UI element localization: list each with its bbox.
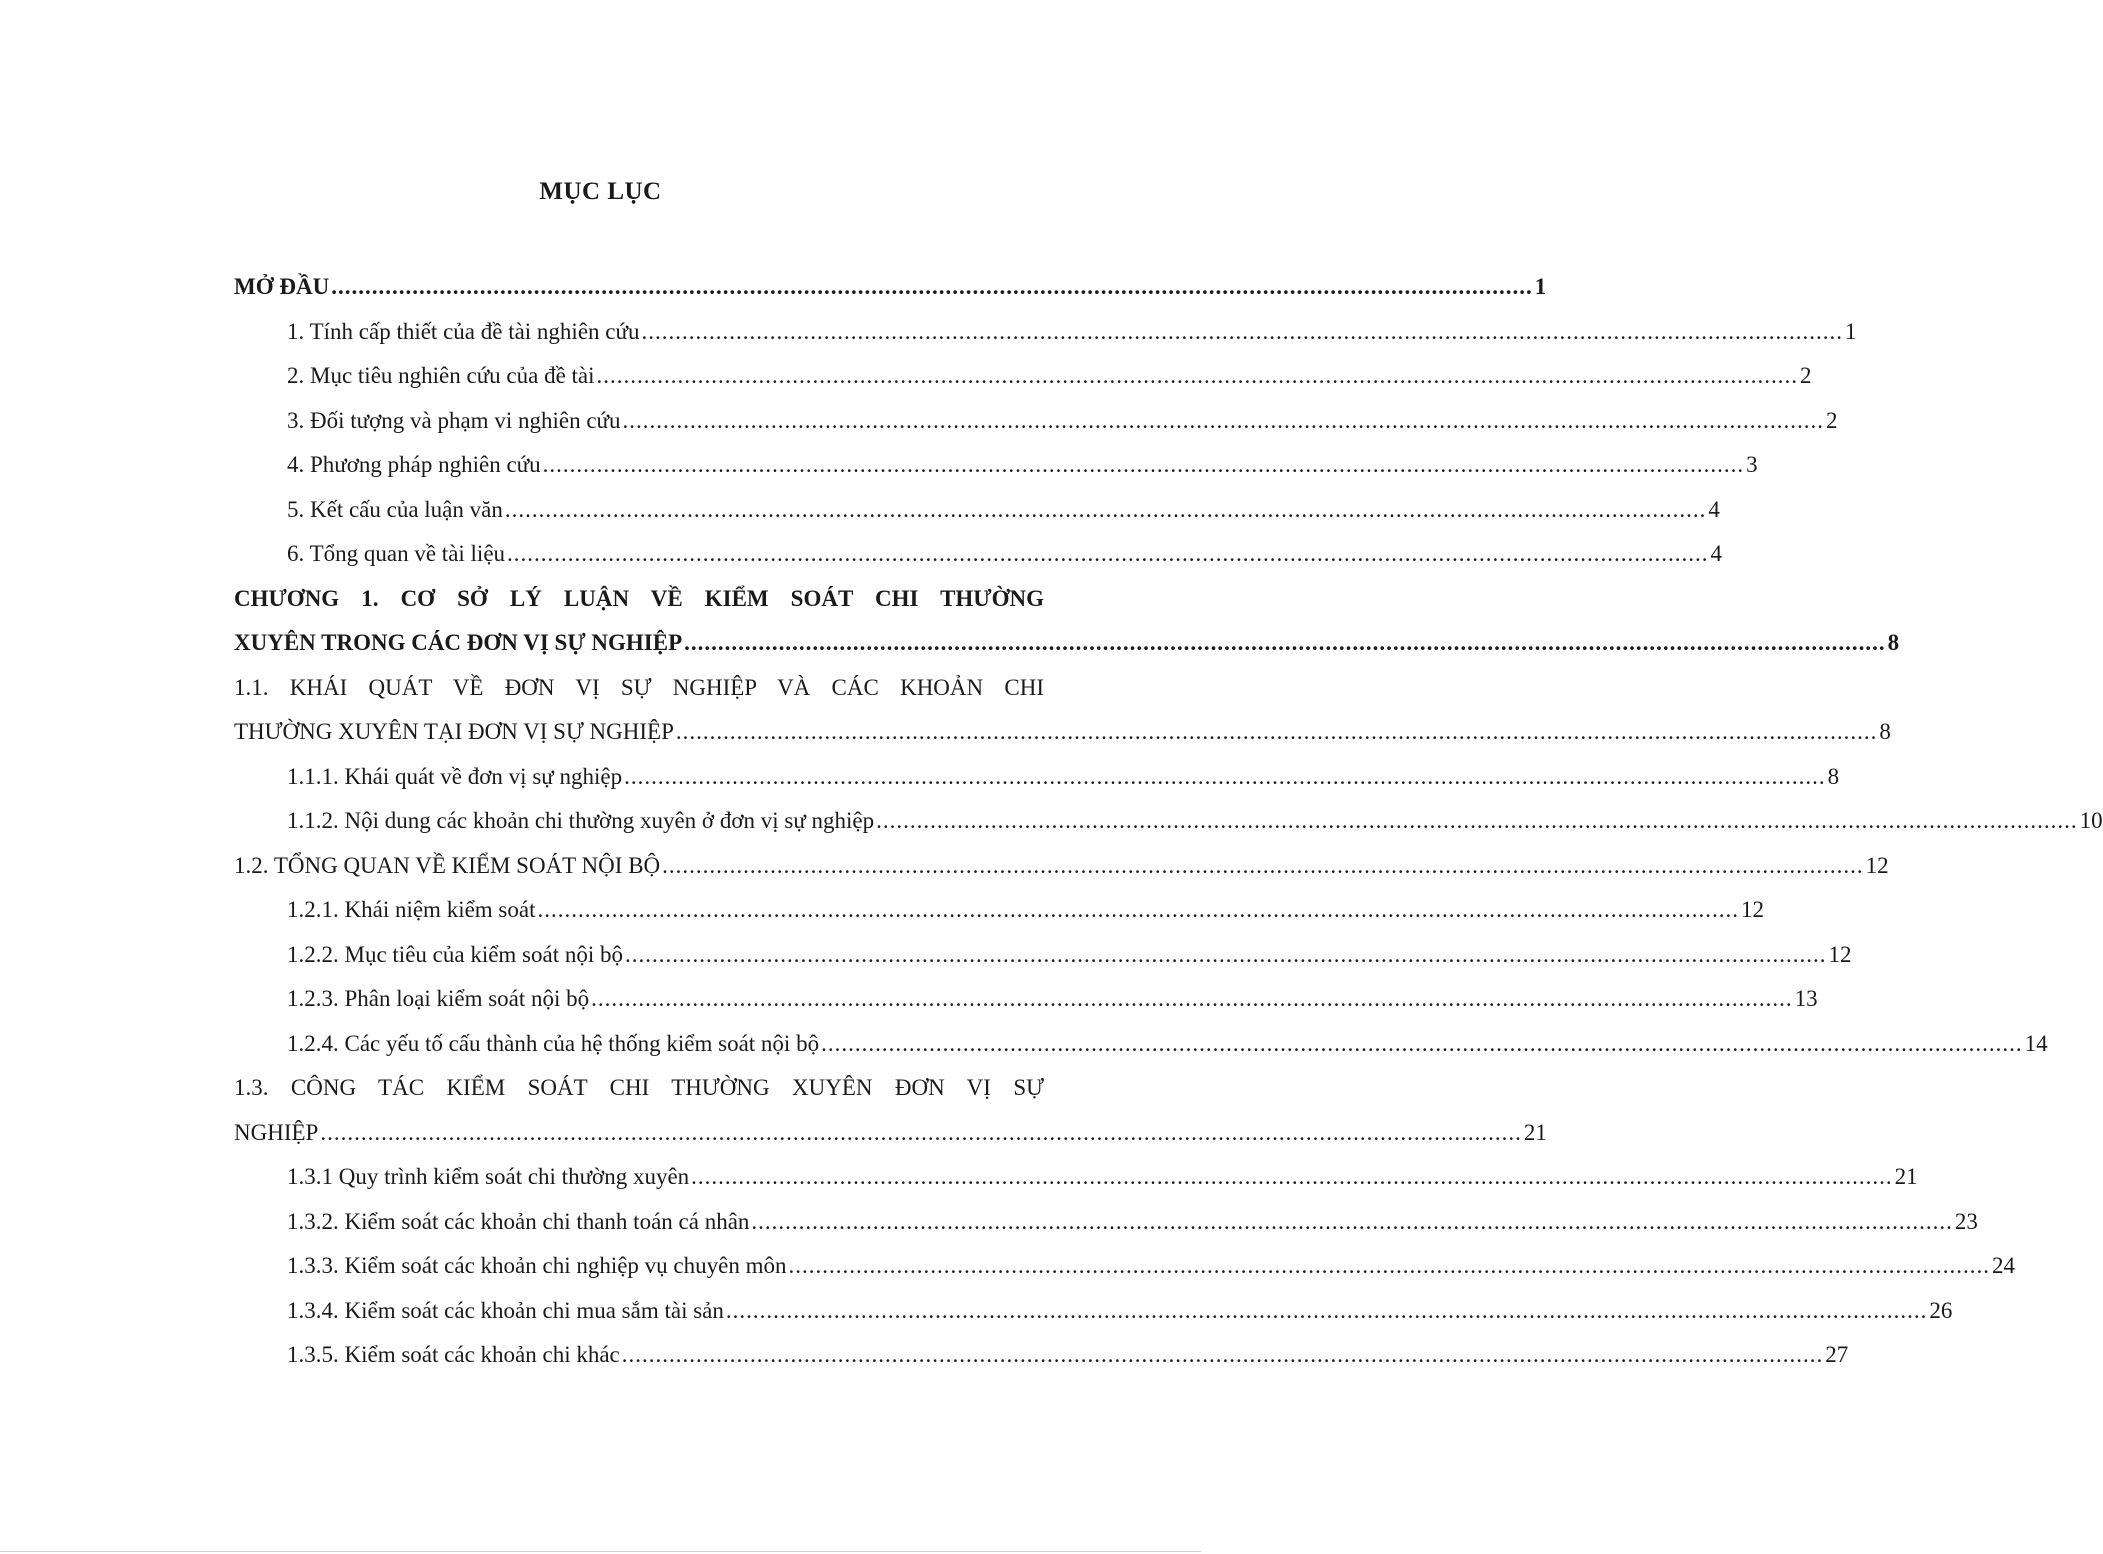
toc-entry-title-line xyxy=(234,1111,1547,1156)
toc-entry-title: 3. Đối tượng và phạm vi nghiên cứu xyxy=(287,407,621,433)
toc-page-number: 3 xyxy=(1746,452,1758,477)
toc-page-number: 1 xyxy=(1534,274,1547,299)
toc-entry-title: 1.2.2. Mục tiêu của kiểm soát nội bộ xyxy=(287,941,623,967)
toc-entry[interactable] xyxy=(234,1333,1849,1378)
toc-entry-title: 1.2.4. Các yếu tố cấu thành của hệ thống kiểm soát nội bộ xyxy=(287,1030,820,1056)
toc-entry-title: 1. Tính cấp thiết của đề tài nghiên cứu xyxy=(287,318,640,344)
toc-leader-dots: .................................................................................................................................................................................. xyxy=(751,1208,1953,1234)
toc-page-number: 27 xyxy=(1825,1342,1849,1367)
toc-page-number: 4 xyxy=(1708,496,1720,522)
toc-page-number: 21 xyxy=(1894,1164,1918,1189)
toc-leader-dots: .................................................................................................................................................................................. xyxy=(675,719,1878,744)
toc-leader-dots: .................................................................................................................................................................................. xyxy=(331,274,1533,299)
page-title: MỤC LỤC xyxy=(539,178,662,205)
toc-page-number: 24 xyxy=(1992,1253,2015,1278)
toc-entry-title: 2. Mục tiêu nghiên cứu của đề tài xyxy=(287,363,595,388)
toc-leader-dots: .................................................................................................................................................................................. xyxy=(537,897,1739,922)
toc-entry-title: NGHIỆP xyxy=(234,1119,319,1145)
toc-leader-dots: .................................................................................................................................................................................. xyxy=(621,1342,1824,1367)
toc-leader-dots: .................................................................................................................................................................................. xyxy=(596,363,1799,388)
toc-leader-dots: .................................................................................................................................................................................. xyxy=(591,986,1793,1011)
toc-entry-title: 1.3.3. Kiểm soát các khoản chi nghiệp vụ chuyên môn xyxy=(287,1253,787,1278)
toc-leader-dots: .................................................................................................................................................................................. xyxy=(725,1297,1928,1323)
toc-entry[interactable] xyxy=(234,488,1720,533)
toc-leader-dots: .................................................................................................................................................................................. xyxy=(662,852,1864,878)
toc-leader-dots: .................................................................................................................................................................................. xyxy=(624,763,1826,789)
toc-entry-title: 5. Kết cấu của luận văn xyxy=(287,496,503,522)
toc-entry[interactable] xyxy=(234,755,1840,800)
toc-entry[interactable] xyxy=(234,888,1764,933)
toc-leader-dots: .................................................................................................................................................................................. xyxy=(641,318,1843,344)
toc-leader-dots: .................................................................................................................................................................................. xyxy=(788,1253,1990,1278)
toc-entry-title-line: 1.1. KHÁI QUÁT VỀ ĐƠN VỊ SỰ NGHIỆP VÀ CÁC KHOẢN CHI xyxy=(234,674,1044,700)
toc-entry[interactable] xyxy=(234,399,1838,444)
toc-page-number: 13 xyxy=(1794,986,1818,1011)
toc-page-number: 12 xyxy=(1865,852,1889,878)
toc-entry[interactable] xyxy=(234,354,1812,399)
toc-entry-title: 1.2. TỔNG QUAN VỀ KIỂM SOÁT NỘI BỘ xyxy=(234,852,661,878)
toc-entry-title: 1.2.3. Phân loại kiểm soát nội bộ xyxy=(287,986,590,1011)
toc-leader-dots: .................................................................................................................................................................................. xyxy=(821,1030,2023,1056)
toc-entry[interactable] xyxy=(234,310,1857,355)
toc-page-number: 21 xyxy=(1523,1119,1547,1145)
toc-page-number: 23 xyxy=(1954,1208,1978,1234)
toc-entry[interactable] xyxy=(234,265,1547,310)
toc-entry-title-line xyxy=(234,710,1891,755)
toc-page-number: 4 xyxy=(1710,541,1723,566)
toc-entry-title: XUYÊN TRONG CÁC ĐƠN VỊ SỰ NGHIỆP xyxy=(234,630,683,655)
toc-entry-title: 6. Tổng quan về tài liệu xyxy=(287,541,506,566)
toc-entry[interactable] xyxy=(234,577,1900,666)
toc-entry[interactable] xyxy=(234,1289,1953,1334)
toc-entry-title: 4. Phương pháp nghiên cứu xyxy=(287,452,541,477)
toc-page-number: 8 xyxy=(1827,763,1840,789)
toc-leader-dots: .................................................................................................................................................................................. xyxy=(320,1119,1522,1145)
toc-leader-dots: .................................................................................................................................................................................. xyxy=(876,808,2078,833)
toc-leader-dots: .................................................................................................................................................................................. xyxy=(507,541,1709,566)
toc-entry-title: 1.2.1. Khái niệm kiểm soát xyxy=(287,897,536,922)
toc-page-number: 8 xyxy=(1879,719,1891,744)
toc-entry[interactable] xyxy=(234,1066,1547,1155)
toc-entry[interactable] xyxy=(234,443,1758,488)
toc-entry[interactable] xyxy=(234,1155,1918,1200)
toc-entry-title: 1.1.2. Nội dung các khoản chi thường xuyên ở đơn vị sự nghiệp xyxy=(287,808,875,833)
toc-page-number: 14 xyxy=(2024,1030,2048,1056)
toc-page-number: 1 xyxy=(1844,318,1857,344)
toc-leader-dots: .................................................................................................................................................................................. xyxy=(542,452,1745,477)
table-of-contents xyxy=(234,265,2103,1378)
toc-entry-title: 1.3.5. Kiểm soát các khoản chi khác xyxy=(287,1342,620,1367)
toc-leader-dots: .................................................................................................................................................................................. xyxy=(684,630,1886,655)
toc-entry[interactable] xyxy=(234,1022,2048,1067)
toc-entry-title: 1.3.4. Kiểm soát các khoản chi mua sắm tài sản xyxy=(287,1297,724,1323)
toc-entry-title: MỞ ĐẦU xyxy=(234,274,330,299)
toc-entry[interactable] xyxy=(234,799,2103,844)
toc-page-number: 26 xyxy=(1929,1297,1953,1323)
toc-page-number: 10 xyxy=(2079,808,2103,833)
toc-entry-title: 1.3.2. Kiểm soát các khoản chi thanh toán cá nhân xyxy=(287,1208,750,1234)
bottom-rule xyxy=(0,1551,1201,1552)
toc-entry-title-line: CHƯƠNG 1. CƠ SỞ LÝ LUẬN VỀ KIỂM SOÁT CHI THƯỜNG xyxy=(234,585,1044,611)
toc-leader-dots: .................................................................................................................................................................................. xyxy=(625,941,1827,967)
toc-leader-dots: .................................................................................................................................................................................. xyxy=(622,407,1824,433)
toc-entry[interactable] xyxy=(234,1244,2015,1289)
toc-entry-title-line xyxy=(234,621,1900,666)
toc-entry-title: THƯỜNG XUYÊN TẠI ĐƠN VỊ SỰ NGHIỆP xyxy=(234,719,674,744)
toc-entry-title-line: 1.3. CÔNG TÁC KIỂM SOÁT CHI THƯỜNG XUYÊN ĐƠN VỊ SỰ xyxy=(234,1075,1044,1100)
toc-entry-title: 1.3.1 Quy trình kiểm soát chi thường xuyên xyxy=(287,1164,690,1189)
toc-entry[interactable] xyxy=(234,933,1852,978)
toc-entry[interactable] xyxy=(234,844,1889,889)
toc-page-number: 8 xyxy=(1887,630,1900,655)
toc-page-number: 12 xyxy=(1828,941,1852,967)
toc-entry[interactable] xyxy=(234,666,1891,755)
toc-page-number: 12 xyxy=(1741,897,1764,922)
toc-entry[interactable] xyxy=(234,532,1723,577)
toc-page-number: 2 xyxy=(1800,363,1812,388)
toc-entry-title: 1.1.1. Khái quát về đơn vị sự nghiệp xyxy=(287,763,623,789)
toc-entry[interactable] xyxy=(234,1200,1978,1245)
toc-page-number: 2 xyxy=(1826,407,1838,433)
toc-leader-dots: .................................................................................................................................................................................. xyxy=(691,1164,1893,1189)
toc-leader-dots: .................................................................................................................................................................................. xyxy=(504,496,1707,522)
toc-entry[interactable] xyxy=(234,977,1818,1022)
